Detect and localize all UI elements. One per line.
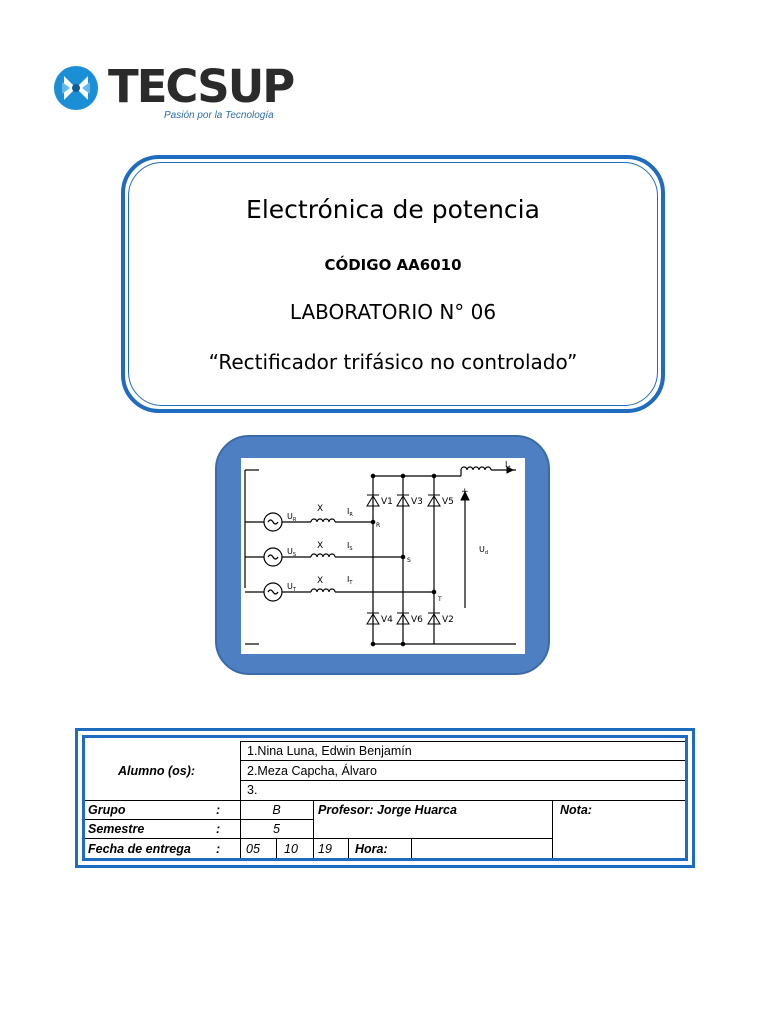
label-x-t: X [317, 576, 324, 586]
fecha-day: 05 [246, 842, 260, 856]
label-id: I [505, 460, 508, 469]
alumno-1: 1.Nina Luna, Edwin Benjamín [247, 744, 412, 758]
svg-text:IR [347, 507, 353, 518]
semestre-value: 5 [273, 822, 280, 836]
label-v5: V5 [442, 497, 454, 507]
course-code: CÓDIGO AA6010 [324, 256, 462, 274]
fecha-label: Fecha de entrega [88, 842, 191, 856]
rectifier-circuit-diagram [241, 458, 525, 654]
label-ir-sub: R [349, 512, 353, 518]
grid-line [85, 800, 685, 801]
grid-line [276, 838, 277, 858]
grid-line [313, 800, 314, 858]
label-x-r: X [317, 504, 324, 514]
alumnos-label: Alumno (os): [118, 764, 196, 778]
grid-line [240, 780, 685, 781]
lab-subtitle: “Rectificador trifásico no controlado” [208, 350, 578, 374]
semestre-label: Semestre [88, 822, 145, 836]
label-ud-sub: d [484, 550, 489, 556]
course-title: Electrónica de potencia [246, 195, 540, 224]
profesor: Profesor: Jorge Huarca [318, 803, 457, 817]
svg-text:UR [287, 512, 297, 523]
label-ur: U [287, 512, 293, 521]
svg-text:UT [287, 582, 297, 593]
label-ir: I [347, 507, 350, 516]
label-x-s: X [317, 541, 324, 551]
grid-line [411, 838, 412, 858]
grid-line [240, 741, 241, 858]
grid-line [85, 819, 313, 820]
label-is: I [347, 541, 350, 550]
lab-number: LABORATORIO N° 06 [289, 300, 497, 324]
node-s: S [407, 557, 411, 564]
label-ut-sub: T [292, 587, 296, 593]
grupo-label: Grupo [88, 803, 126, 817]
grid-line [348, 838, 349, 858]
fecha-colon: : [216, 842, 221, 856]
alumno-3: 3. [247, 783, 258, 797]
svg-text:Ud [479, 545, 488, 556]
label-ur-sub: R [292, 517, 297, 523]
alumno-2: 2.Meza Capcha, Álvaro [247, 764, 377, 778]
grupo-value: B [272, 803, 281, 817]
svg-text:IT [347, 575, 353, 586]
grid-line [552, 800, 553, 858]
label-us-sub: S [292, 552, 297, 558]
fecha-year: 19 [318, 842, 332, 856]
label-v6: V6 [411, 615, 423, 625]
fecha-month: 10 [284, 842, 298, 856]
label-is-sub: S [349, 546, 353, 552]
label-v4: V4 [381, 615, 393, 625]
label-it: I [347, 575, 350, 584]
tecsup-logo-mark-icon [48, 58, 104, 118]
semestre-colon: : [216, 822, 221, 836]
grupo-colon: : [216, 803, 221, 817]
svg-text:IS [347, 541, 353, 552]
grid-line [240, 760, 685, 761]
hora-label: Hora: [355, 842, 388, 856]
node-r: R [376, 522, 381, 529]
logo-wordmark: TECSUP [108, 60, 294, 113]
label-us: U [287, 547, 293, 556]
label-v2: V2 [442, 615, 454, 625]
svg-text:US [287, 547, 296, 558]
label-v1: V1 [381, 497, 393, 507]
label-plus: + [461, 487, 469, 497]
label-id-sub: d [507, 465, 511, 471]
label-ud: U [479, 545, 485, 554]
tecsup-logo [48, 58, 294, 128]
grid-line [240, 741, 685, 742]
logo-tagline: Pasión por la Tecnología [164, 110, 274, 121]
svg-text:Id [505, 460, 511, 471]
cover-title-box [121, 155, 665, 413]
node-t: T [438, 596, 442, 603]
label-ut: U [287, 582, 293, 591]
grid-line [85, 838, 553, 839]
label-it-sub: T [349, 580, 353, 586]
label-v3: V3 [411, 497, 423, 507]
nota-label: Nota: [560, 803, 592, 817]
